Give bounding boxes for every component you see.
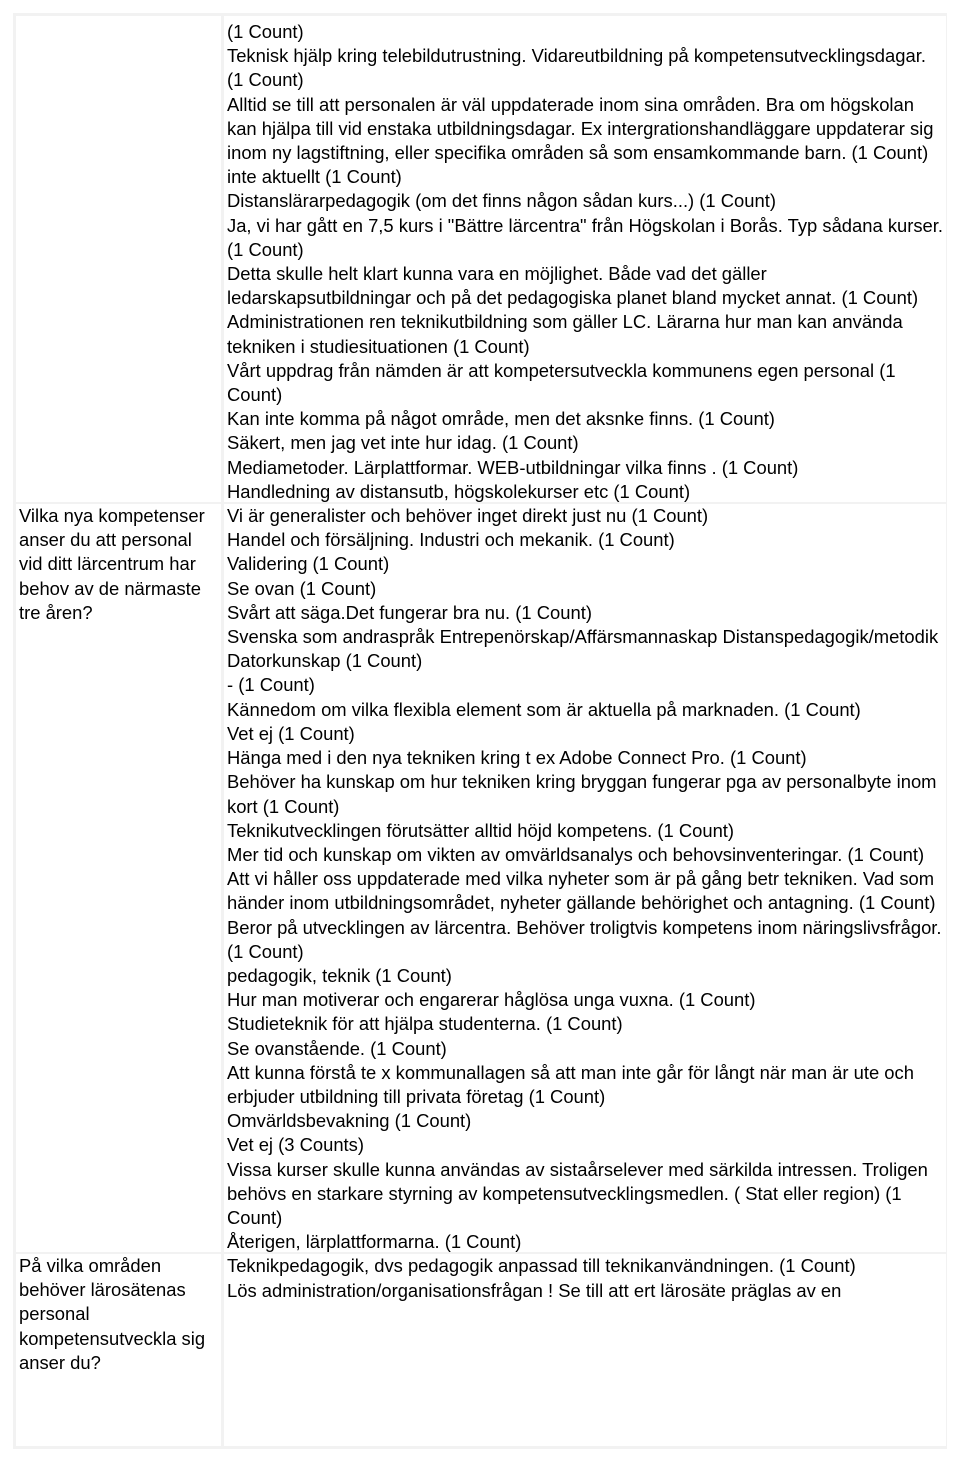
answer-item: Se ovan (1 Count) xyxy=(227,577,377,599)
answer-item: Studieteknik för att hjälpa studenterna. (1 Count) xyxy=(227,1013,623,1035)
answer-item: Handel och försäljning. Industri och mekanik. (1 Count) xyxy=(227,529,675,551)
answer-item: Svårt att säga.Det fungerar bra nu. (1 Count) xyxy=(227,601,592,623)
answer-item: Vet ej (1 Count) xyxy=(227,722,355,744)
answer-item: (1 Count) xyxy=(227,21,304,42)
answer-item: Vet ej (3 Counts) xyxy=(227,1134,364,1156)
answer-item: Säkert, men jag vet inte hur idag. (1 Count) xyxy=(227,432,579,454)
row-separator xyxy=(16,1252,946,1254)
answer-item: Administrationen ren teknikutbildning som gäller LC. Lärarna hur man kan använda tekniken i studiesituationen (1 Count) xyxy=(227,311,903,357)
answer-item: Teknisk hjälp kring telebildutrustning. Vidareutbildning på kompetensutvecklingsdagar. (1 Count) xyxy=(227,45,926,91)
row-separator xyxy=(16,502,946,504)
answer-item: Detta skulle helt klart kunna vara en möjlighet. Både vad det gäller ledarskapsutbildningar och på det pedagogiska planet bland mycket annat. (1 Count) xyxy=(227,263,919,309)
answer-item: Mer tid och kunskap om vikten av omvärldsanalys och behovsinventeringar. (1 Count) xyxy=(227,843,925,865)
answer-list xyxy=(227,20,943,1303)
answer-item: - (1 Count) xyxy=(227,674,315,696)
answer-item: Teknikpedagogik, dvs pedagogik anpassad till teknikanvändningen. (1 Count) xyxy=(227,1255,856,1277)
answer-item: Att kunna förstå te x kommunallagen så att man inte går för långt när man är ute och erbjuder utbildning till privata företag (1 Count) xyxy=(227,1061,914,1107)
answer-item: Hur man motiverar och engarerar håglösa unga vuxna. (1 Count) xyxy=(227,989,756,1011)
answer-item: Hänga med i den nya tekniken kring t ex Adobe Connect Pro. (1 Count) xyxy=(227,747,807,769)
answer-item: Distanslärarpedagogik (om det finns någon sådan kurs...) (1 Count) xyxy=(227,190,776,212)
answer-item: Beror på utvecklingen av lärcentra. Behöver troligtvis kompetens inom näringslivsfrågor. (1 Count) xyxy=(227,916,942,962)
answer-item: Se ovanstående. (1 Count) xyxy=(227,1037,447,1059)
answer-item: Mediametoder. Lärplattformar. WEB-utbildningar vilka finns . (1 Count) xyxy=(227,456,799,478)
answer-item: inte aktuellt (1 Count) xyxy=(227,166,402,188)
answer-item: Svenska som andraspråk Entrepenörskap/Affärsmannaskap Distanspedagogik/metodik Datorkunskap (1 Count) xyxy=(227,626,939,672)
answer-item: Att vi håller oss uppdaterade med vilka nyheter som är på gång betr tekniken. Vad som händer inom utbildningsområdet, nyheter gällande behörighet och antagning. (1 Count) xyxy=(227,868,936,914)
answer-item: Validering (1 Count) xyxy=(227,553,390,575)
answer-item: Vi är generalister och behöver inget direkt just nu (1 Count) xyxy=(227,505,709,527)
answer-item: Handledning av distansutb, högskolekurser etc (1 Count) xyxy=(227,480,691,502)
answer-item: Lös administration/organisationsfrågan ! Se till att ert lärosäte präglas av en xyxy=(227,1279,842,1301)
answer-item: Omvärldsbevakning (1 Count) xyxy=(227,1110,472,1132)
answer-item: Behöver ha kunskap om hur tekniken kring bryggan fungerar pga av personalbyte inom kort (1 Count) xyxy=(227,771,937,817)
question-2: På vilka områden behöver lärosätenas personal kompetensutveckla sig anser du? xyxy=(19,1255,206,1373)
question-column xyxy=(16,16,221,1446)
answer-item: Ja, vi har gått en 7,5 kurs i "Bättre lärcentra" från Högskolan i Borås. Typ sådana kurser. (1 Count) xyxy=(227,214,944,260)
answer-item: Vårt uppdrag från nämden är att kompetersutveckla kommunens egen personal (1 Count) xyxy=(227,359,896,406)
answer-item: pedagogik, teknik (1 Count) xyxy=(227,964,452,986)
answer-item: Teknikutvecklingen förutsätter alltid höjd kompetens. (1 Count) xyxy=(227,819,735,841)
answer-column xyxy=(224,16,946,1446)
answer-item: Alltid se till att personalen är väl uppdaterade inom sina områden. Bra om högskolan kan hjälpa till vid enstaka utbildningsdagar. Ex intergrationshandläggare uppdaterar sig inom ny lagstiftning, eller specifika områden så som ensamkommande barn. (1 Count) xyxy=(227,93,934,164)
answer-item: Återigen, lärplattformarna. (1 Count) xyxy=(227,1231,522,1253)
answer-item: Vissa kurser skulle kunna användas av sistaårselever med särkilda intressen. Troligen behövs en starkare styrning av kompetensutvecklingsmedlen. ( Stat eller region) (1 Count) xyxy=(227,1158,928,1228)
answer-item: Kan inte komma på något område, men det aksnke finns. (1 Count) xyxy=(227,408,775,430)
question-1: Vilka nya kompetenser anser du att personal vid ditt lärcentrum har behov av de närmaste tre åren? xyxy=(19,505,205,623)
answer-item: Kännedom om vilka flexibla element som är aktuella på marknaden. (1 Count) xyxy=(227,698,861,720)
